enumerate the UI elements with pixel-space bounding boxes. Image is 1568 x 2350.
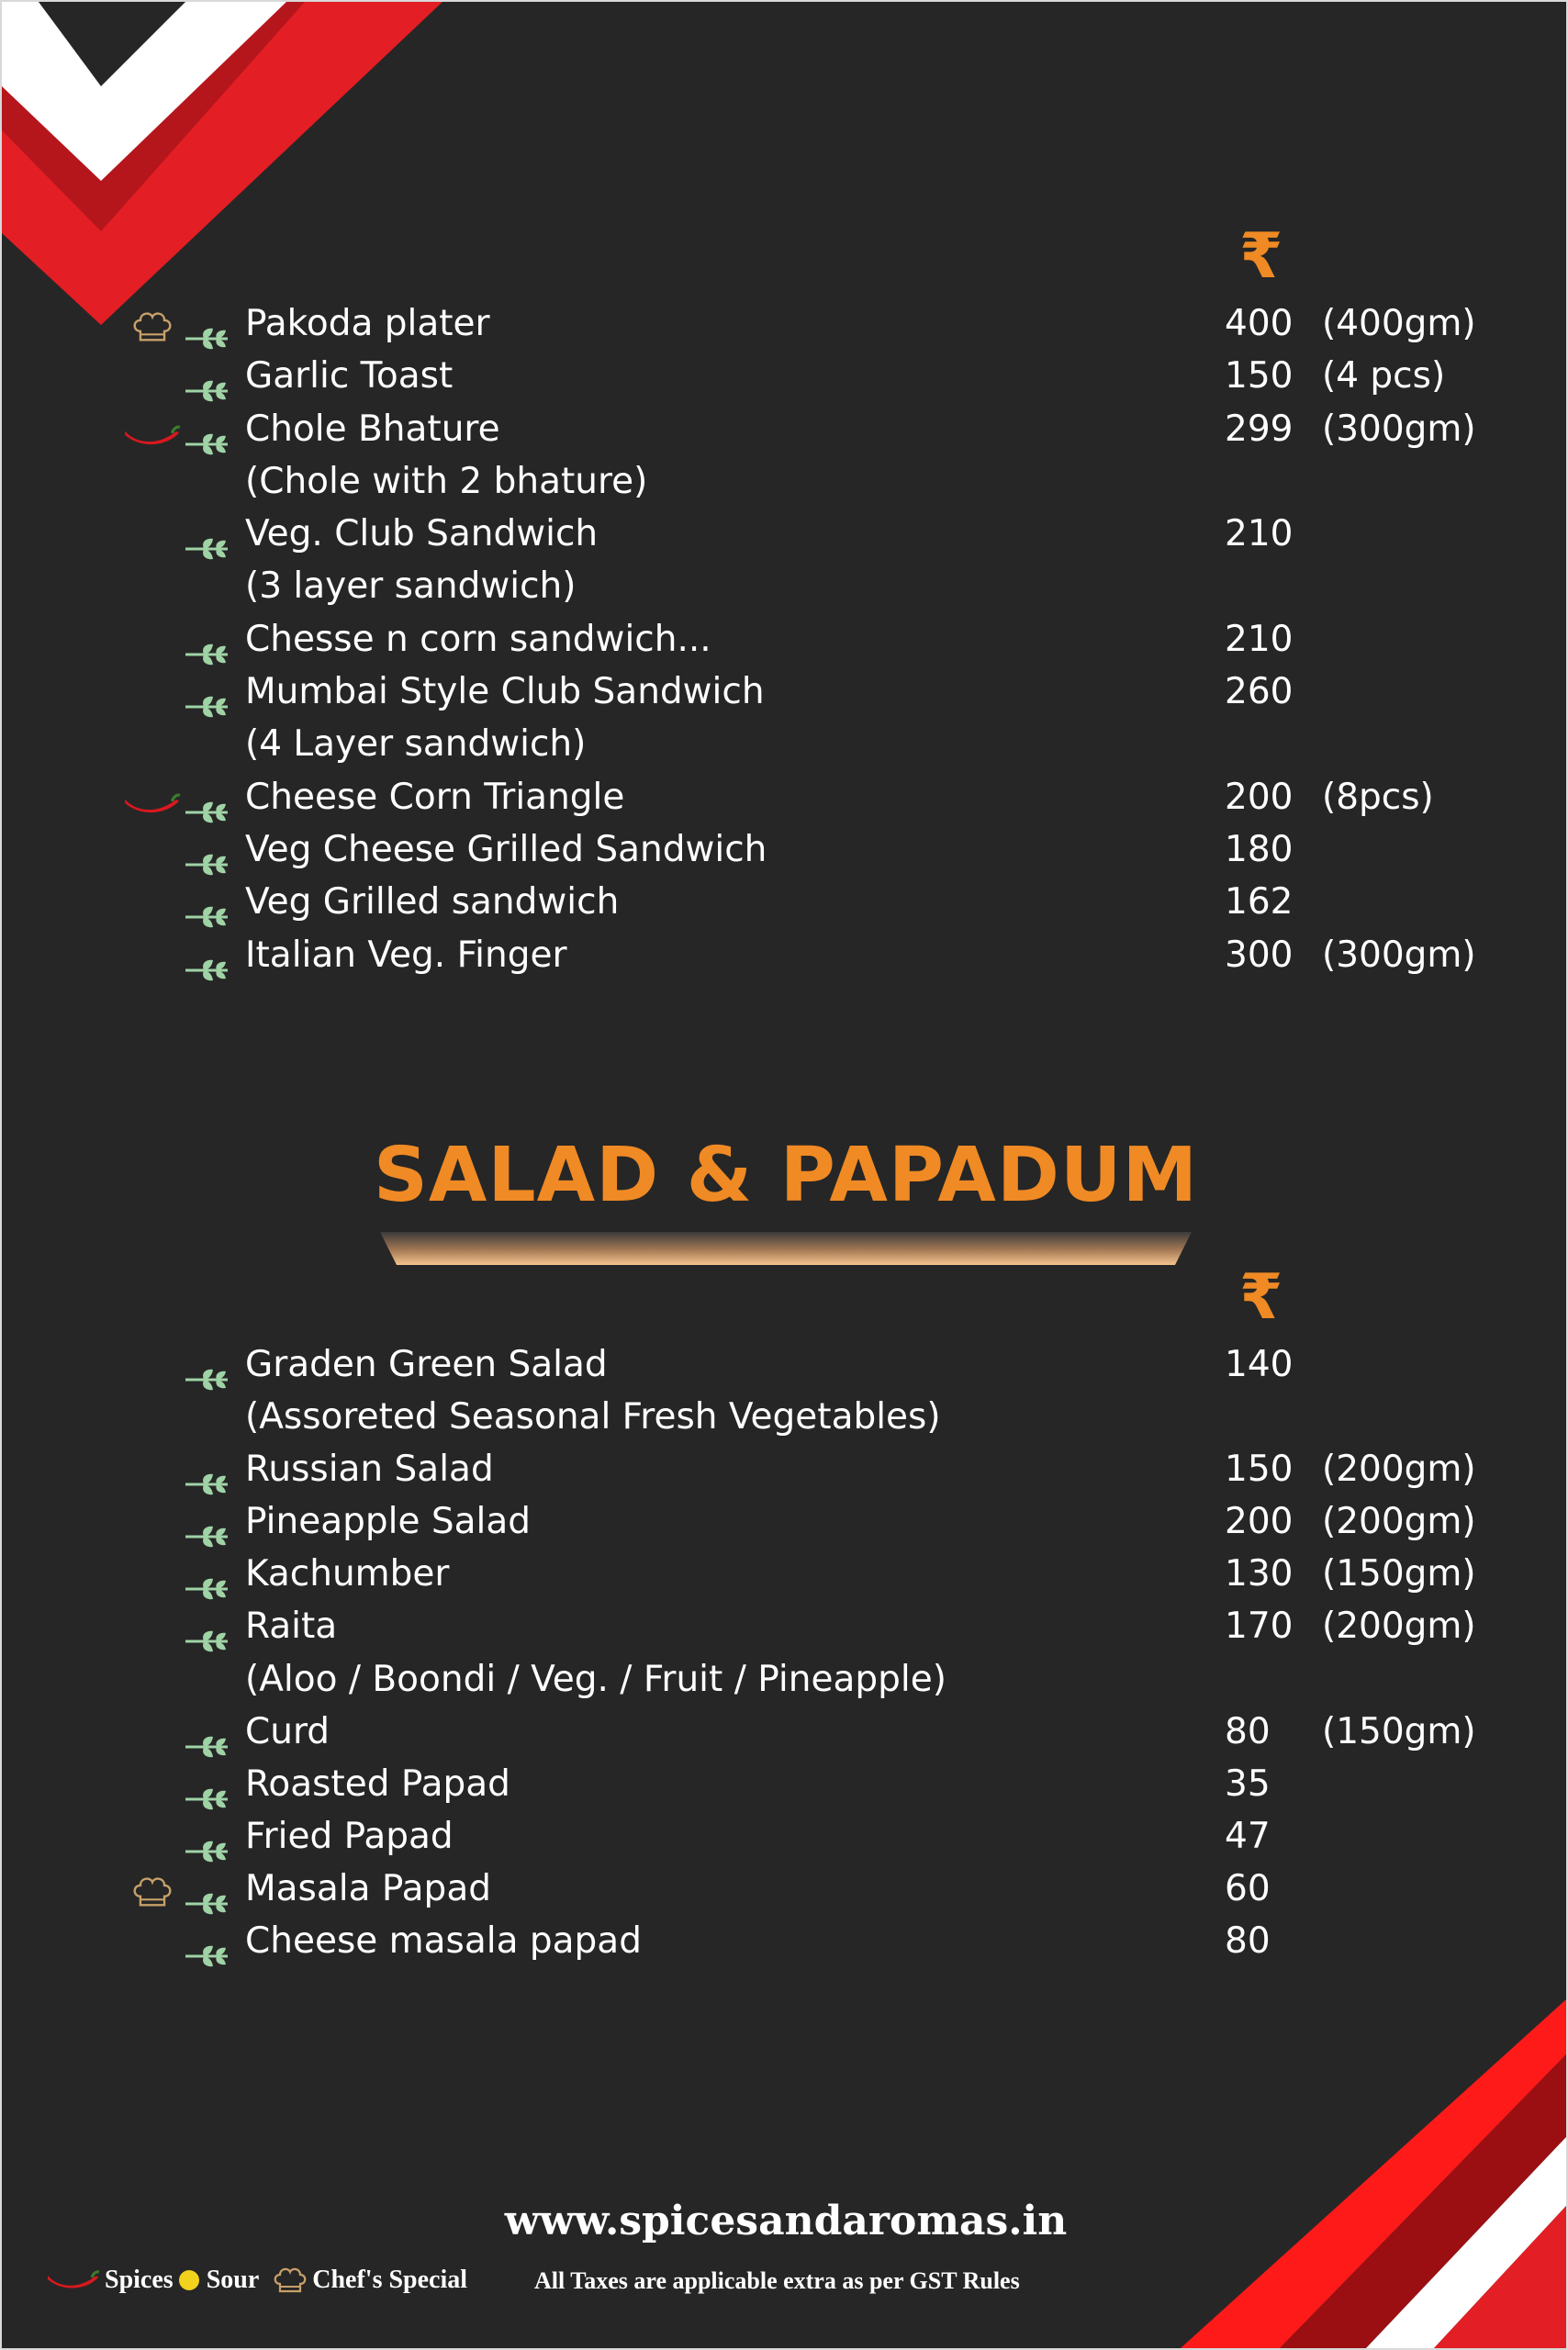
menu-item [2,1443,1568,1495]
salad-menu-list [2,1338,1568,1967]
leaf-bullet-icon [185,1774,230,1797]
snacks-menu-list [2,297,1568,981]
menu-item [2,1495,1568,1548]
item-price: 210 [1225,513,1294,555]
item-price: 150 [1225,1449,1294,1491]
item-description: (Assoreted Seasonal Fresh Vegetables) [245,1396,941,1438]
item-price: 80 [1225,1710,1271,1752]
item-price: 162 [1225,881,1294,923]
item-name: Fried Papad [245,1815,454,1857]
leaf-bullet-icon [185,1930,230,1954]
chef-hat-icon [130,1872,185,1908]
leaf-bullet-icon [185,1511,230,1535]
item-description: (Aloo / Boondi / Veg. / Fruit / Pineapple) [245,1658,946,1700]
item-name: Roasted Papad [245,1762,510,1805]
menu-item [2,350,1568,402]
menu-item [2,771,1568,823]
menu-item [2,1706,1568,1758]
menu-item [2,876,1568,928]
item-price: 150 [1225,355,1294,397]
chili-icon [46,2268,101,2292]
leaf-bullet-icon [185,1459,230,1483]
item-description: (3 layer sandwich) [245,565,577,608]
item-price: 60 [1225,1867,1271,1909]
item-quantity: (300gm) [1322,408,1476,450]
item-price: 35 [1225,1762,1271,1805]
leaf-bullet-icon [185,945,230,968]
leaf-bullet-icon [185,891,230,915]
item-name: Veg. Club Sandwich [245,513,599,555]
menu-item-description [2,560,1568,612]
leaf-bullet-icon [185,523,230,547]
menu-item [2,508,1568,560]
menu-item [2,929,1568,981]
item-name: Raita [245,1606,338,1648]
item-price: 170 [1225,1606,1294,1648]
menu-item [2,1548,1568,1600]
item-price: 80 [1225,1920,1271,1963]
title-underline-banner [380,1228,1192,1265]
leaf-bullet-icon [185,1826,230,1850]
website-url: www.spicesandaromas.in [504,2198,1068,2244]
leaf-bullet-icon [185,839,230,863]
leaf-bullet-icon [185,1721,230,1745]
menu-item [2,1863,1568,1915]
item-quantity: (150gm) [1322,1710,1476,1752]
chili-icon [123,412,178,449]
menu-item [2,1915,1568,1967]
item-description: (Chole with 2 bhature) [245,460,648,502]
item-price: 260 [1225,671,1294,713]
item-name: Chesse n corn sandwich... [245,618,711,660]
leaf-bullet-icon [185,1616,230,1639]
item-name: Masala Papad [245,1867,491,1909]
menu-item-description [2,718,1568,770]
item-price: 200 [1225,776,1294,818]
legend-sour-label: Sour [206,2266,260,2294]
menu-item [2,1758,1568,1810]
item-quantity: (4 pcs) [1322,355,1446,397]
item-price: 400 [1225,303,1294,344]
item-name: Veg Grilled sandwich [245,881,620,923]
item-quantity: (200gm) [1322,1449,1476,1491]
item-quantity: (400gm) [1322,303,1476,344]
leaf-bullet-icon [185,365,230,389]
menu-item-description [2,455,1568,508]
item-name: Pineapple Salad [245,1501,531,1543]
sour-dot-icon [179,2270,199,2290]
leaf-bullet-icon [185,787,230,811]
corner-decoration-top-left [2,2,442,332]
chef-hat-icon [272,2266,308,2295]
item-name: Graden Green Salad [245,1344,608,1385]
item-name: Kachumber [245,1553,450,1595]
item-quantity: (150gm) [1322,1553,1476,1595]
chef-hat-icon [130,307,185,343]
item-description: (4 Layer sandwich) [245,723,587,766]
item-name: Veg Cheese Grilled Sandwich [245,828,767,870]
chili-icon [123,780,178,817]
menu-item [2,666,1568,718]
menu-item [2,613,1568,666]
item-price: 299 [1225,408,1294,450]
item-name: Cheese masala papad [245,1920,642,1963]
menu-item [2,297,1568,350]
leaf-bullet-icon [185,1354,230,1378]
leaf-bullet-icon [185,681,230,705]
item-quantity: (200gm) [1322,1501,1476,1543]
menu-item-description [2,1391,1568,1443]
item-name: Garlic Toast [245,355,454,397]
leaf-bullet-icon [185,1878,230,1902]
item-name: Pakoda plater [245,303,490,344]
legend-chef-label: Chef's Special [312,2266,468,2294]
leaf-bullet-icon [185,313,230,337]
item-price: 200 [1225,1501,1294,1543]
rupee-currency-header: ₹ [1239,220,1283,293]
item-quantity: (200gm) [1322,1606,1476,1648]
item-price: 130 [1225,1553,1294,1595]
item-quantity: (300gm) [1322,934,1476,976]
item-price: 47 [1225,1815,1271,1857]
leaf-bullet-icon [185,1563,230,1587]
item-price: 210 [1225,618,1294,660]
item-name: Italian Veg. Finger [245,934,567,976]
corner-decoration-bottom-right [1181,1999,1566,2348]
item-name: Chole Bhature [245,408,500,450]
item-name: Curd [245,1710,330,1752]
legend [46,2262,467,2299]
item-price: 140 [1225,1344,1294,1385]
section-title: SALAD & PAPADUM [373,1132,1199,1219]
menu-item [2,823,1568,876]
item-name: Russian Salad [245,1449,494,1491]
menu-item [2,1600,1568,1652]
menu-item [2,403,1568,455]
menu-item [2,1338,1568,1391]
leaf-bullet-icon [185,419,230,442]
item-price: 180 [1225,828,1294,870]
menu-item [2,1810,1568,1863]
tax-note: All Taxes are applicable extra as per GST Rules [534,2267,1020,2294]
legend-spices-label: Spices [105,2266,174,2294]
item-name: Mumbai Style Club Sandwich [245,671,765,713]
leaf-bullet-icon [185,629,230,653]
menu-item-description [2,1653,1568,1706]
item-name: Cheese Corn Triangle [245,776,625,818]
rupee-currency-header: ₹ [1239,1261,1283,1334]
item-price: 300 [1225,934,1294,976]
item-quantity: (8pcs) [1322,776,1434,818]
